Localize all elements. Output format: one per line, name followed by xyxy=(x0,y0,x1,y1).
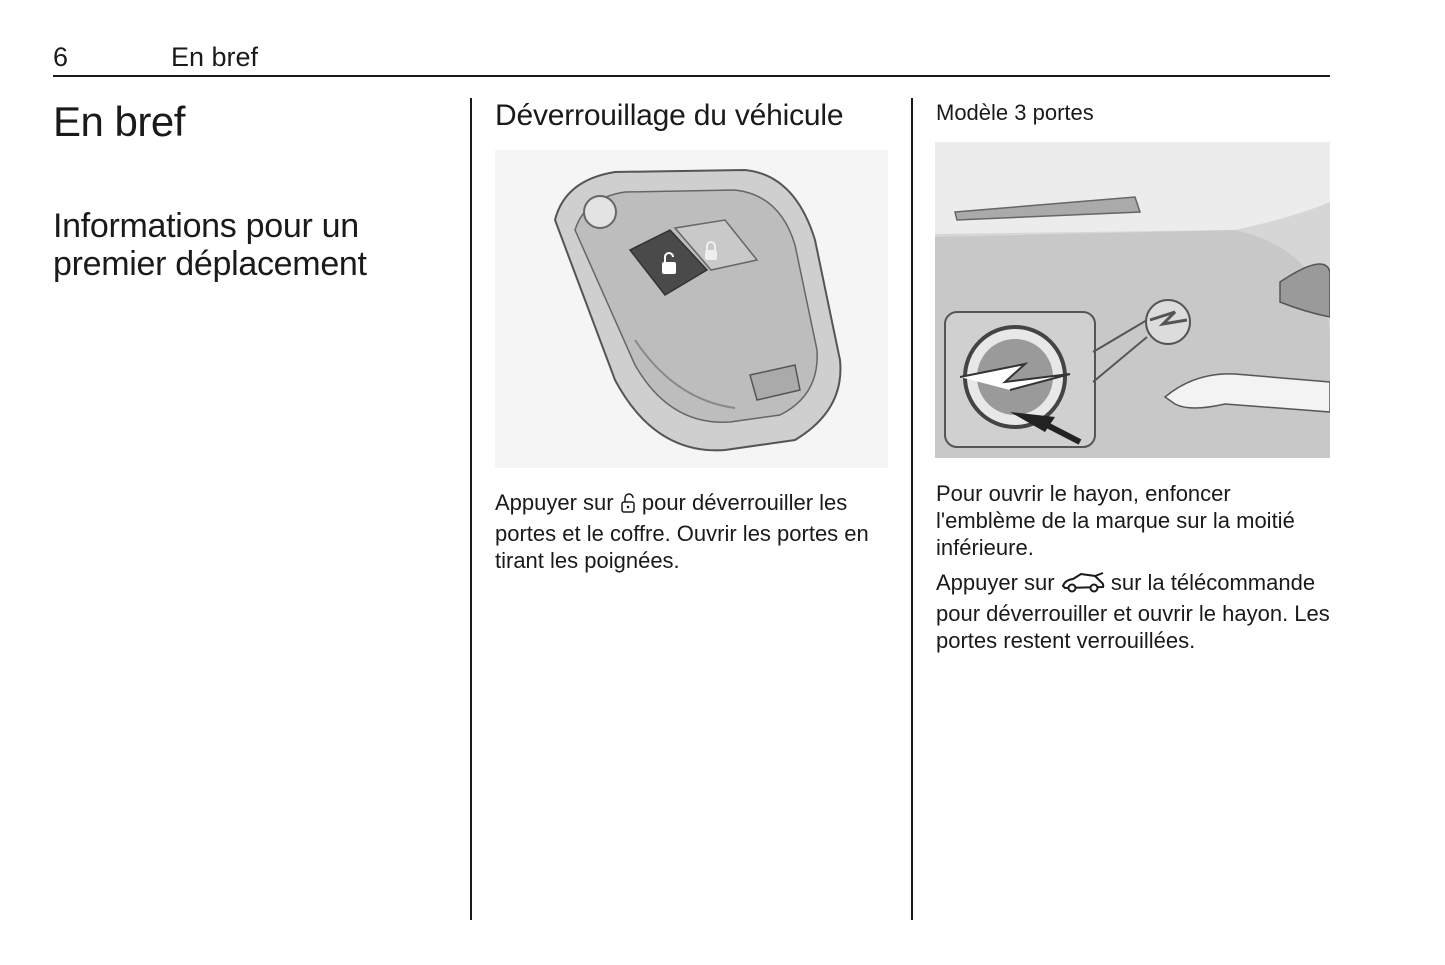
column-divider-left xyxy=(470,98,472,920)
running-head-title: En bref xyxy=(171,42,259,72)
tailgate-remote-instructions xyxy=(936,569,1331,654)
section-title: Informations pour un premier déplacement xyxy=(53,207,367,283)
key-fob-icon xyxy=(495,150,888,468)
unlock-text-end: pour déverrouiller les portes et le coffre. Ouvrir les portes en tirant les poignées. xyxy=(495,490,869,573)
figure-caption: Modèle 3 portes xyxy=(936,100,1094,125)
column-divider-right xyxy=(911,98,913,920)
header-divider xyxy=(53,75,1330,77)
car-tailgate-icon xyxy=(1061,572,1105,600)
tailgate-text-end: sur la télécommande pour déverrouiller et ouvrir le hayon. Les portes restent verrouillées. xyxy=(936,570,1330,653)
chapter-title: En bref xyxy=(53,98,185,145)
tailgate-illustration xyxy=(935,142,1330,458)
subsection-title: Déverrouillage du véhicule xyxy=(495,99,844,132)
page-number: 6 xyxy=(53,42,69,72)
tailgate-emblem-instructions: Pour ouvrir le hayon, enfoncer l'emblème de la marque sur la moitié inférieure. xyxy=(936,481,1295,560)
unlock-instructions xyxy=(495,489,890,574)
key-fob-illustration xyxy=(495,150,888,468)
tailgate-emblem-icon xyxy=(935,142,1330,458)
tailgate-text-start: Appuyer sur xyxy=(936,570,1061,595)
unlock-text-start: Appuyer sur xyxy=(495,490,620,515)
unlock-icon xyxy=(620,492,636,520)
